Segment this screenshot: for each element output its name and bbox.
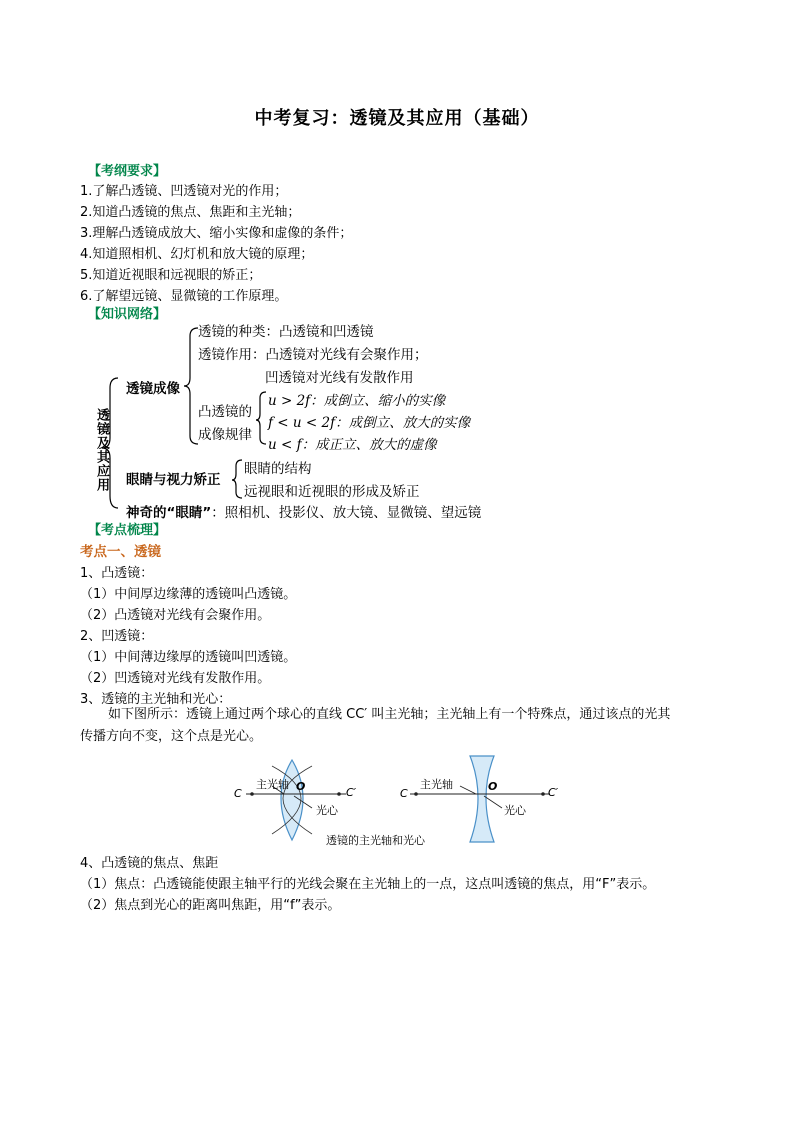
content-line: （2）凸透镜对光线有会聚作用。: [80, 608, 271, 623]
label-c: C: [234, 787, 242, 800]
page-title: 中考复习：透镜及其应用（基础）: [254, 108, 540, 129]
label-c: C: [400, 787, 408, 800]
network-heading: 【知识网络】: [88, 307, 167, 322]
content-line: （2）凹透镜对光线有发散作用。: [80, 671, 271, 686]
paragraph-line: 传播方向不变，这个点是光心。: [80, 729, 263, 744]
requirement-item: 2.知道凸透镜的焦点、焦距和主光轴；: [80, 205, 301, 220]
label-o: O: [488, 780, 498, 793]
network-rule: u > 2f：成倒立、缩小的实像: [268, 393, 446, 409]
points-heading: 【考点梳理】: [88, 523, 167, 538]
network-branch-imaging: 透镜成像: [126, 381, 180, 397]
paragraph-line: 如下图所示：透镜上通过两个球心的直线 CC′ 叫主光轴；主光轴上有一个特殊点，通过该点的光其: [108, 707, 671, 722]
label-c-prime: C′: [346, 786, 357, 799]
content-line: 2、凹透镜：: [80, 629, 154, 644]
requirements-heading: 【考纲要求】: [88, 164, 167, 179]
label-axis: 主光轴: [420, 778, 453, 791]
network-effect-convex: 透镜作用：凸透镜对光线有会聚作用；: [198, 347, 428, 363]
requirement-item: 3.理解凸透镜成放大、缩小实像和虚像的条件；: [80, 226, 353, 241]
label-center: 光心: [504, 804, 526, 817]
network-rule-label: 成像规律: [198, 427, 252, 443]
lens-figure: [232, 752, 562, 850]
network-branch-eye: 眼睛与视力矫正: [126, 472, 221, 488]
requirement-item: 1.了解凸透镜、凹透镜对光的作用；: [80, 184, 288, 199]
network-branch-magic-eye: 神奇的“眼睛”：照相机、投影仪、放大镜、显微镜、望远镜: [126, 505, 482, 521]
requirement-item: 6.了解望远镜、显微镜的工作原理。: [80, 289, 288, 304]
network-kinds: 透镜的种类：凸透镜和凹透镜: [198, 324, 374, 340]
network-rule: f < u < 2f：成倒立、放大的实像: [268, 415, 471, 431]
network-rule-label: 凸透镜的: [198, 404, 252, 420]
label-center: 光心: [316, 804, 338, 817]
network-effect-concave: 凹透镜对光线有发散作用: [265, 370, 414, 386]
content-line: （1）中间薄边缘厚的透镜叫凹透镜。: [80, 650, 297, 665]
requirement-item: 5.知道近视眼和远视眼的矫正；: [80, 268, 262, 283]
label-o: O: [296, 780, 306, 793]
content-line: 4、凸透镜的焦点、焦距: [80, 856, 219, 871]
label-c-prime: C′: [548, 786, 559, 799]
point1-title: 考点一、透镜: [80, 544, 161, 560]
content-line: 1、凸透镜：: [80, 566, 154, 581]
network-eye-structure: 眼睛的结构: [244, 461, 312, 477]
content-line: （1）焦点：凸透镜能使跟主轴平行的光线会聚在主光轴上的一点，这点叫透镜的焦点，用“F”表示。: [80, 877, 656, 892]
content-line: 3、透镜的主光轴和光心：: [80, 692, 232, 707]
requirement-item: 4.知道照相机、幻灯机和放大镜的原理；: [80, 247, 314, 262]
network-eye-correction: 远视眼和近视眼的形成及矫正: [244, 484, 420, 500]
network-root: 透镜及其应用: [94, 408, 109, 492]
figure-caption: 透镜的主光轴和光心: [326, 834, 425, 847]
content-line: （2）焦点到光心的距离叫焦距，用“f”表示。: [80, 898, 341, 913]
content-line: （1）中间厚边缘薄的透镜叫凸透镜。: [80, 587, 297, 602]
label-axis: 主光轴: [256, 778, 289, 791]
network-rule: u < f：成正立、放大的虚像: [268, 437, 437, 453]
concave-lens: [470, 756, 494, 842]
